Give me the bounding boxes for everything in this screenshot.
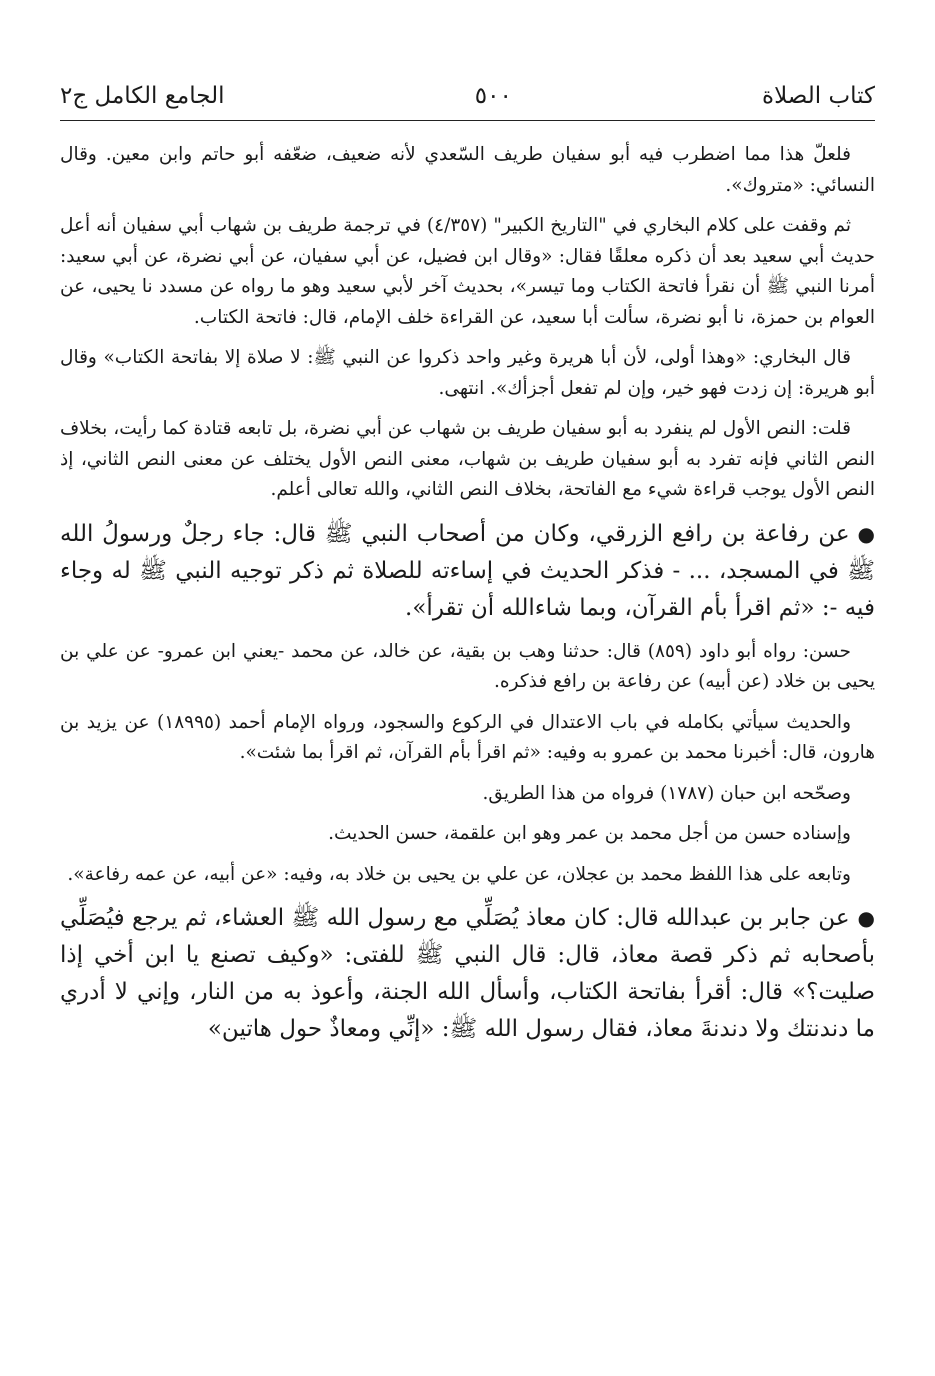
bullet-icon: ● — [857, 521, 875, 546]
paragraph-1: فلعلّ هذا مما اضطرب فيه أبو سفيان طريف السّعدي لأنه ضعيف، ضعّفه أبو حاتم وابن معين. وقال النسائي: «متروك». — [60, 144, 875, 196]
header-rule — [60, 120, 875, 121]
paragraph-10: وتابعه على هذا اللفظ محمد بن عجلان، عن علي بن يحيى بن خلاد به، وفيه: «عن أبيه، عن عمه رفاعة». — [67, 863, 851, 885]
paragraph-9: وإسناده حسن من أجل محمد بن عمر وهو ابن علقمة، حسن الحديث. — [328, 823, 851, 844]
paragraph-6: حسن: رواه أبو داود (٨٥٩) قال: حدثنا وهب بن بقية، عن خالد، عن محمد -يعني ابن عمرو- عن علي بن يحيى بن خلاد (عن أبيه) عن رفاعة بن رافع فذكره. — [60, 640, 875, 692]
page-number: ٥٠٠ — [474, 83, 512, 109]
paragraph-7: والحديث سيأتي بكامله في باب الاعتدال في الركوع والسجود، ورواه الإمام أحمد (١٨٩٩٥) عن يزيد بن هارون، قال: أخبرنا محمد بن عمرو به وفيه: «ثم اقرأ بأم القرآن، ثم اقرأ بما شئت». — [60, 711, 875, 763]
paragraph-8: وصحّحه ابن حبان (١٧٨٧) فرواه من هذا الطريق. — [482, 782, 851, 804]
hadith-jabir-text: عن جابر بن عبدالله قال: كان معاذ يُصَلِّي مع رسول الله ﷺ العشاء، ثم يرجع فيُصَلِّي بأصحابه ثم ذكر قصة معاذ، قال: قال النبي ﷺ للفتى: «وكيف تصنع يا ابن أخي إذا صليت؟» قال: أقرأ بفاتحة الكتاب، وأسأل الله الجنة، وأعوذ به من النار، وإني لا أدري ما دندنتك ولا دندنةَ معاذ، فقال رسول الله ﷺ: «إنِّي ومعاذٌ حول هاتين» — [60, 905, 875, 1042]
bullet-icon: ● — [857, 906, 875, 930]
hadith-rifaah-text: عن رفاعة بن رافع الزرقي، وكان من أصحاب النبي ﷺ قال: جاء رجلٌ ورسولُ الله ﷺ في المسجد، ... - فذكر الحديث في إساءته للصلاة ثم ذكر توجيه النبي ﷺ له وجاء فيه -: «ثم اقرأ بأم القرآن، وبما شاءالله أن تقرأ». — [60, 520, 875, 621]
hadith-jabir — [60, 900, 875, 1048]
paragraph-3: قال البخاري: «وهذا أولى، لأن أبا هريرة وغير واحد ذكروا عن النبي ﷺ: لا صلاة إلا بفاتحة الكتاب» وقال أبو هريرة: إن زدت فهو خير، وإن لم تفعل أجزأك». انتهى. — [60, 347, 875, 399]
page-body — [60, 140, 875, 1058]
paragraph-4: قلت: النص الأول لم ينفرد به أبو سفيان طريف بن شهاب عن أبي نضرة، بل تابعه قتادة كما رأيت، بخلاف النص الثاني فإنه تفرد به أبو سفيان طريف بن شهاب، معنى النص الأول يختلف عن معنى النص الثاني، إذ النص الأول يوجب قراءة شيء مع الفاتحة، بخلاف النص الثاني، والله تعالى أعلم. — [60, 418, 875, 500]
running-header — [60, 78, 875, 114]
paragraph-2: ثم وقفت على كلام البخاري في "التاريخ الكبير" (٤/٣٥٧) في ترجمة طريف بن شهاب أبي سفيان أنه أعل حديث أبي سعيد بعد أن ذكره معلقًا فقال: «وقال ابن فضيل، عن أبي سفيان، عن أبي نضرة، عن أبي سعيد: أمرنا النبي ﷺ أن نقرأ فاتحة الكتاب وما تيسر»، بحديث آخر لأبي سعيد وهو ما رواه عن مسدد نا يحيى، عن العوام بن حمزة، نا أبو نضرة، سألت أبا سعيد، عن القراءة خلف الإمام، قال: فاتحة الكتاب. — [60, 215, 875, 328]
book-title: الجامع الكامل ج٢ — [60, 83, 225, 109]
hadith-rifaah — [60, 516, 875, 627]
chapter-title: كتاب الصلاة — [762, 83, 875, 109]
